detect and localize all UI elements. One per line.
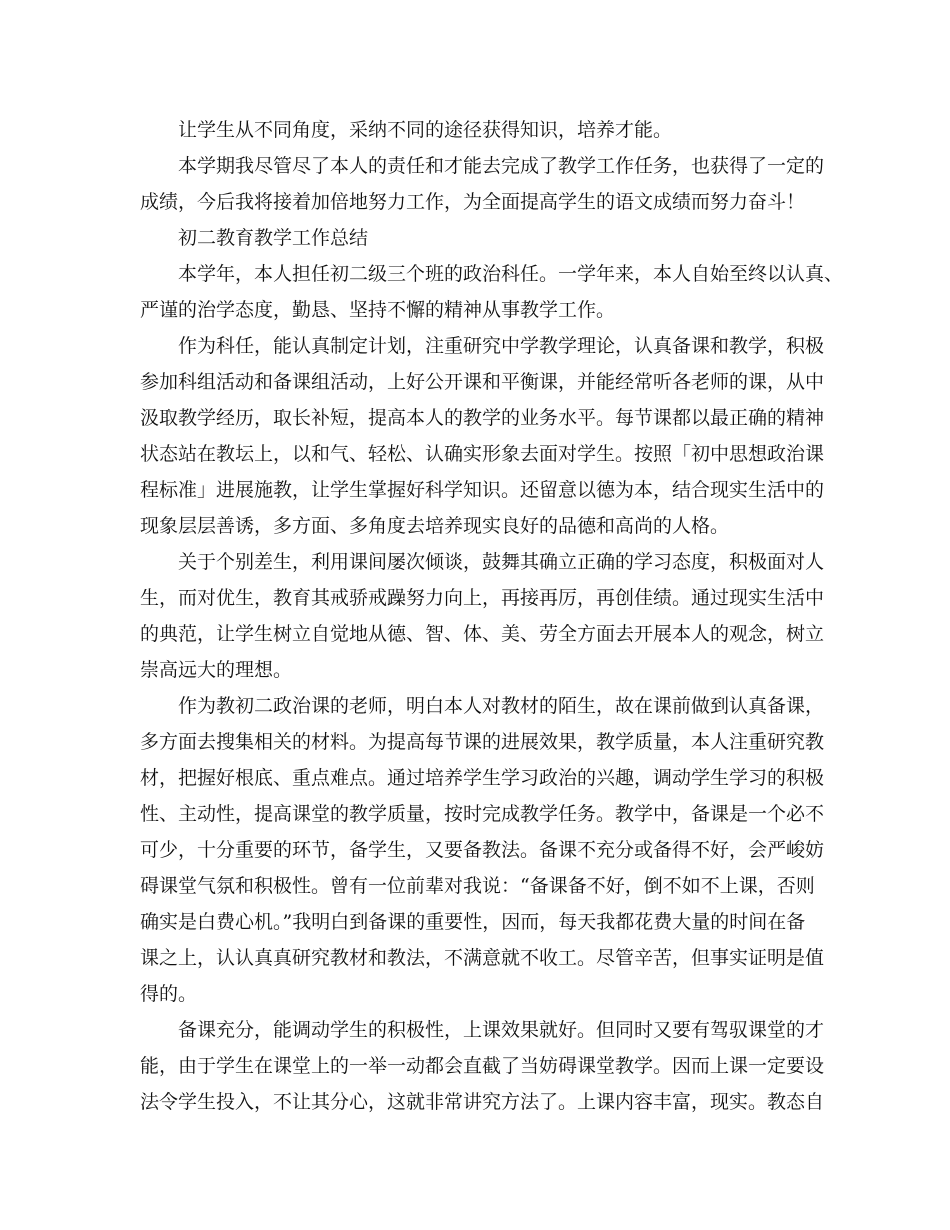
text-line: 本学期我尽管尽了本人的责任和才能去完成了教学工作任务，也获得了一定的	[178, 155, 825, 177]
text-line: 课之上，认认真真研究教材和教法，不满意就不收工。尽管辛苦，但事实证明是值	[140, 947, 825, 969]
text-line: 现象层层善诱，多方面、多角度去培养现实良好的品德和高尚的人格。	[140, 515, 730, 537]
text-line: 碍课堂气氛和积极性。曾有一位前辈对我说：“备课备不好，倒不如不上课，否则	[140, 875, 815, 897]
text-line: 能，由于学生在课堂上的一举一动都会直截了当妨碍课堂教学。因而上课一定要设	[140, 1055, 825, 1077]
text-line: 作为教初二政治课的老师，明白本人对教材的陌生，故在课前做到认真备课，	[178, 695, 825, 717]
text-line: 程标准」进展施教，让学生掌握好科学知识。还留意以德为本，结合现实生活中的	[140, 479, 825, 501]
text-line: 严谨的治学态度，勤恳、坚持不懈的精神从事教学工作。	[140, 299, 616, 321]
text-line: 状态站在教坛上，以和气、轻松、认确实形象去面对学生。按照「初中思想政治课	[140, 443, 825, 465]
text-line: 性、主动性，提高课堂的教学质量，按时完成教学任务。教学中，备课是一个必不	[140, 803, 825, 825]
text-line: 崇高远大的理想。	[140, 659, 293, 681]
text-line: 法令学生投入，不让其分心，这就非常讲究方法了。上课内容丰富，现实。教态自	[140, 1091, 825, 1113]
text-line: 让学生从不同角度，采纳不同的途径获得知识，培养才能。	[178, 119, 673, 141]
text-line: 可少，十分重要的环节，备学生，又要备教法。备课不充分或备得不好，会严峻妨	[140, 839, 825, 861]
text-line: 汲取教学经历，取长补短，提高本人的教学的业务水平。每节课都以最正确的精神	[140, 407, 825, 429]
text-line: 本学年，本人担任初二级三个班的政治科任。一学年来，本人自始至终以认真、	[178, 263, 844, 285]
text-line: 材，把握好根底、重点难点。通过培养学生学习政治的兴趣，调动学生学习的积极	[140, 767, 825, 789]
text-line: 多方面去搜集相关的材料。为提高每节课的进展效果，教学质量，本人注重研究教	[140, 731, 825, 753]
text-line: 得的。	[140, 983, 198, 1005]
text-line: 成绩，今后我将接着加倍地努力工作，为全面提高学生的语文成绩而努力奋斗！	[140, 191, 806, 213]
text-line: 的典范，让学生树立自觉地从德、智、体、美、劳全方面去开展本人的观念，树立	[140, 623, 825, 645]
text-line: 关于个别差生，利用课间屡次倾谈，鼓舞其确立正确的学习态度，积极面对人	[178, 551, 825, 573]
text-line: 备课充分，能调动学生的积极性，上课效果就好。但同时又要有驾驭课堂的才	[178, 1019, 825, 1041]
section-title: 初二教育教学工作总结	[178, 227, 369, 249]
text-line: 作为科任，能认真制定计划，注重研究中学教学理论，认真备课和教学，积极	[178, 335, 825, 357]
text-line: 参加科组活动和备课组活动，上好公开课和平衡课，并能经常听各老师的课，从中	[140, 371, 825, 393]
text-line: 确实是白费心机。”我明白到备课的重要性，因而，每天我都花费大量的时间在备	[140, 911, 806, 933]
text-line: 生，而对优生，教育其戒骄戒躁努力向上，再接再厉，再创佳绩。通过现实生活中	[140, 587, 825, 609]
